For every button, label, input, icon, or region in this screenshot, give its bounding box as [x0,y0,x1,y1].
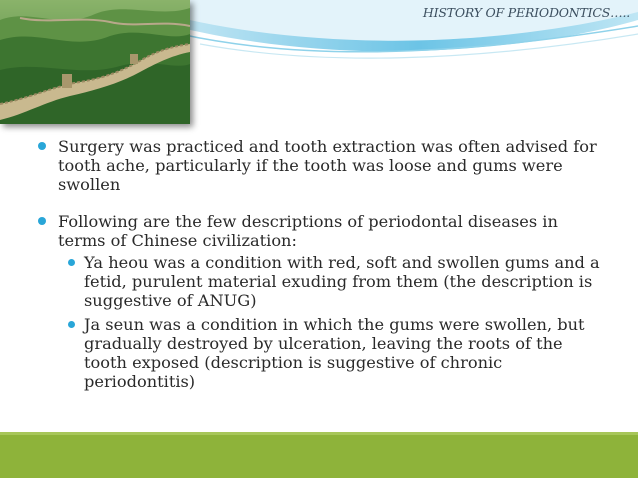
bullet-dot-icon [38,217,46,225]
bullet-dot-icon [38,142,46,150]
sub-bullet-dot-icon [68,259,75,266]
sub-bullet-text: Ja seun was a condition in which the gums were swollen, but gradually destroyed by ulceration, leaving the roots of the tooth exposed (description is suggestive of chronic periodontitis) [84,315,585,391]
sub-bullet-text: Ya heou was a condition with red, soft and swollen gums and a fetid, purulent material exuding from them (the description is suggestive of ANUG) [84,253,600,310]
bullet-text: Surgery was practiced and tooth extraction was often advised for tooth ache, particularly if the tooth was loose and gums were swollen [58,137,597,194]
bullet-item [38,137,610,194]
footer-bar [0,432,638,478]
sub-bullet-item [68,315,610,391]
sub-bullet-item [68,253,610,310]
bullet-text: Following are the few descriptions of periodontal diseases in terms of Chinese civilization: [58,212,558,250]
bullet-item [38,212,610,250]
great-wall-image [0,0,190,124]
slide-content [38,137,610,391]
slide-header-title: HISTORY OF PERIODONTICS….. [422,5,630,20]
sub-bullet-dot-icon [68,321,75,328]
